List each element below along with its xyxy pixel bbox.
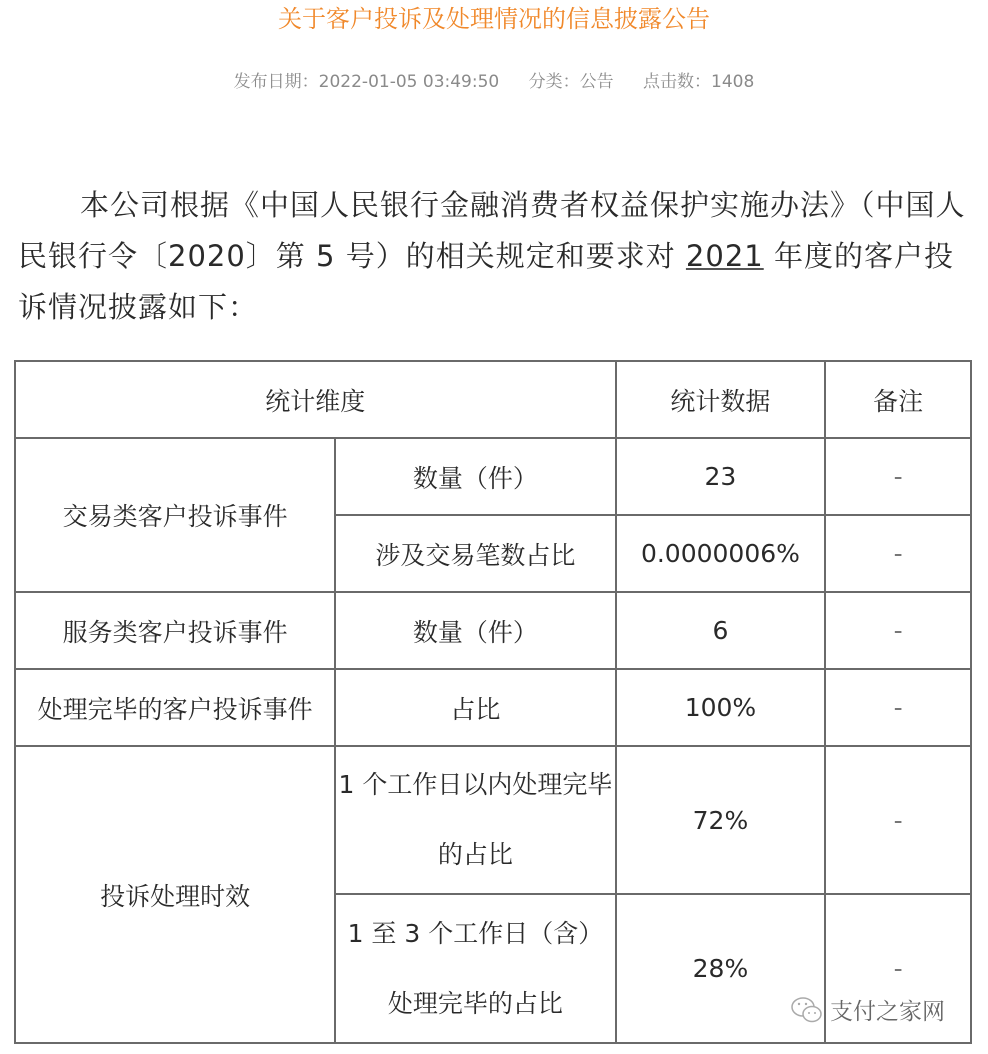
click-count-value: 1408 <box>711 72 755 92</box>
row-value: 23 <box>616 438 826 515</box>
row-value: 0.0000006% <box>616 515 826 592</box>
watermark-text: 支付之家网 <box>830 999 945 1025</box>
wechat-icon <box>790 995 824 1025</box>
watermark <box>790 993 945 1026</box>
click-count-label: 点击数： <box>643 72 712 92</box>
row-group: 处理完毕的客户投诉事件 <box>15 669 335 746</box>
row-item: 数量（件） <box>335 592 615 669</box>
intro-paragraph <box>18 180 973 333</box>
header-note: 备注 <box>825 361 971 438</box>
row-note: - <box>825 746 971 894</box>
row-item: 数量（件） <box>335 438 615 515</box>
table-row <box>15 438 971 515</box>
table-row <box>15 592 971 669</box>
row-note: - <box>825 592 971 669</box>
row-item: 1 至 3 个工作日（含）处理完毕的占比 <box>335 894 615 1043</box>
row-group: 交易类客户投诉事件 <box>15 438 335 592</box>
publish-date <box>234 72 500 92</box>
table-row <box>15 746 971 894</box>
row-value: 6 <box>616 592 826 669</box>
row-note: - <box>825 438 971 515</box>
intro-text-1: 本公司根据《中国人民银行金融消费者权益保护实施办法》（中国人民银行令〔2020〕第 5 号）的相关规定和要求对 <box>18 188 966 273</box>
category <box>529 72 614 92</box>
table-row <box>15 669 971 746</box>
row-item: 1 个工作日以内处理完毕的占比 <box>335 746 615 894</box>
page-title: 关于客户投诉及处理情况的信息披露公告 <box>278 5 710 33</box>
row-value: 28% <box>616 894 826 1043</box>
row-value: 100% <box>616 669 826 746</box>
row-item: 涉及交易笔数占比 <box>335 515 615 592</box>
row-value: 72% <box>616 746 826 894</box>
intro-text-2: 年度的客户投诉情况披露如下： <box>18 239 954 324</box>
row-group: 服务类客户投诉事件 <box>15 592 335 669</box>
complaint-stats-table <box>14 360 972 1044</box>
row-note: - <box>825 515 971 592</box>
article-meta <box>0 70 988 94</box>
row-note: - <box>825 669 971 746</box>
intro-year: 2021 <box>685 239 764 273</box>
table-header-row <box>15 361 971 438</box>
publish-date-label: 发布日期： <box>233 72 319 92</box>
row-item: 占比 <box>335 669 615 746</box>
click-count <box>643 72 754 92</box>
row-note: - <box>825 894 971 1043</box>
header-data: 统计数据 <box>616 361 826 438</box>
category-value: 公告 <box>579 72 614 92</box>
category-label: 分类： <box>528 72 580 92</box>
header-dimension: 统计维度 <box>15 361 616 438</box>
row-group: 投诉处理时效 <box>15 746 335 1043</box>
publish-date-value: 2022-01-05 03:49:50 <box>318 72 500 92</box>
